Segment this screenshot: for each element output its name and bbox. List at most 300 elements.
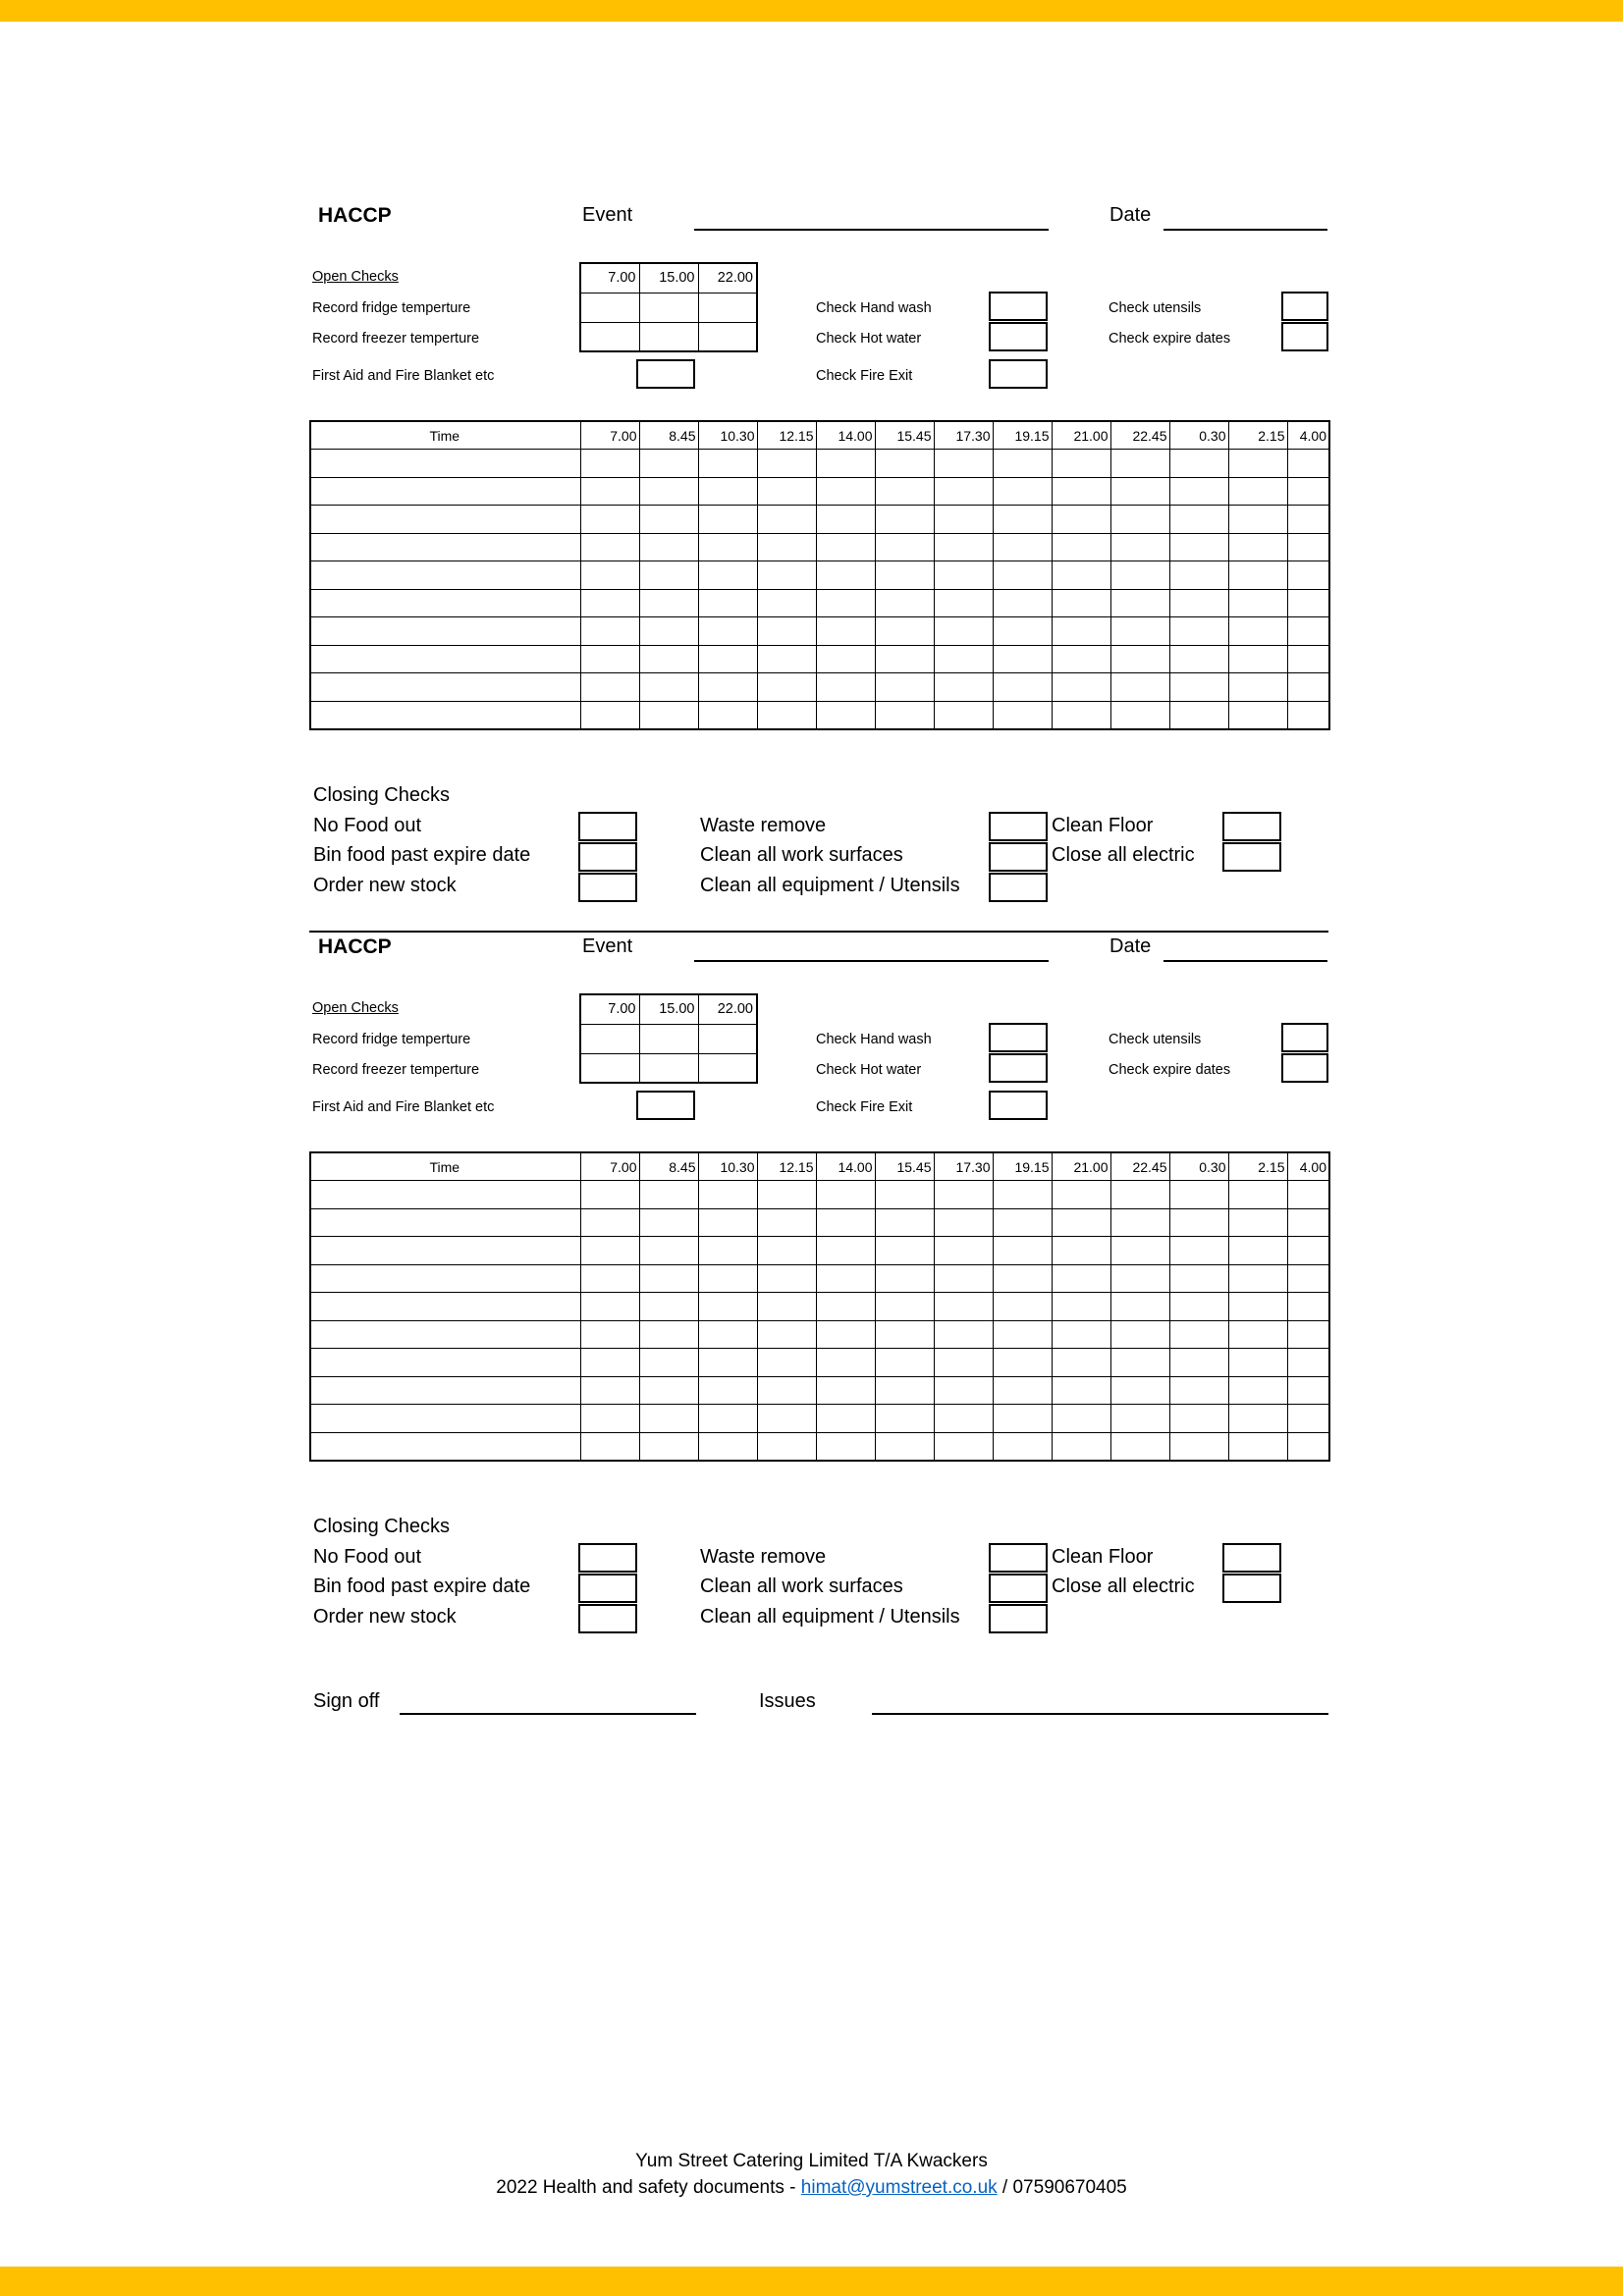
log-entry-cell[interactable] [757, 1293, 816, 1321]
log-entry-cell[interactable] [1287, 617, 1329, 646]
issues-field[interactable] [872, 1713, 1328, 1715]
waste-remove-checkbox[interactable] [989, 1543, 1048, 1573]
log-entry-cell[interactable] [934, 1181, 993, 1209]
log-entry-cell[interactable] [1287, 1320, 1329, 1349]
log-entry-cell[interactable] [816, 450, 875, 478]
log-entry-cell[interactable] [1110, 1320, 1169, 1349]
log-entry-cell[interactable] [1228, 450, 1287, 478]
log-entry-cell[interactable] [639, 477, 698, 506]
log-entry-cell[interactable] [580, 701, 639, 729]
log-entry-cell[interactable] [757, 561, 816, 590]
log-entry-cell[interactable] [875, 1208, 934, 1237]
log-entry-cell[interactable] [934, 477, 993, 506]
log-entry-cell[interactable] [1110, 506, 1169, 534]
log-entry-cell[interactable] [816, 1237, 875, 1265]
log-entry-cell[interactable] [580, 1376, 639, 1405]
log-entry-cell[interactable] [698, 1237, 757, 1265]
log-item-cell[interactable] [310, 617, 580, 646]
log-entry-cell[interactable] [875, 1181, 934, 1209]
log-entry-cell[interactable] [1110, 1181, 1169, 1209]
log-entry-cell[interactable] [934, 701, 993, 729]
log-entry-cell[interactable] [816, 1293, 875, 1321]
log-item-cell[interactable] [310, 1264, 580, 1293]
log-entry-cell[interactable] [580, 450, 639, 478]
log-item-cell[interactable] [310, 533, 580, 561]
email-link[interactable]: himat@yumstreet.co.uk [800, 2177, 998, 2198]
log-entry-cell[interactable] [757, 589, 816, 617]
log-entry-cell[interactable] [934, 561, 993, 590]
log-entry-cell[interactable] [1052, 1293, 1110, 1321]
log-entry-cell[interactable] [1228, 1349, 1287, 1377]
log-entry-cell[interactable] [993, 1264, 1052, 1293]
log-entry-cell[interactable] [993, 673, 1052, 702]
log-entry-cell[interactable] [757, 1208, 816, 1237]
log-item-cell[interactable] [310, 506, 580, 534]
log-entry-cell[interactable] [639, 1376, 698, 1405]
log-entry-cell[interactable] [698, 1405, 757, 1433]
log-entry-cell[interactable] [993, 1349, 1052, 1377]
log-item-cell[interactable] [310, 1405, 580, 1433]
log-entry-cell[interactable] [639, 506, 698, 534]
log-entry-cell[interactable] [1110, 1208, 1169, 1237]
log-entry-cell[interactable] [1287, 1181, 1329, 1209]
log-entry-cell[interactable] [875, 1405, 934, 1433]
log-entry-cell[interactable] [875, 561, 934, 590]
log-entry-cell[interactable] [1110, 561, 1169, 590]
log-entry-cell[interactable] [1228, 1293, 1287, 1321]
close-electric-checkbox[interactable] [1222, 1574, 1281, 1603]
log-entry-cell[interactable] [816, 589, 875, 617]
log-item-cell[interactable] [310, 1293, 580, 1321]
log-entry-cell[interactable] [1110, 673, 1169, 702]
log-entry-cell[interactable] [1287, 1376, 1329, 1405]
log-entry-cell[interactable] [580, 1320, 639, 1349]
log-entry-cell[interactable] [1169, 1208, 1228, 1237]
log-entry-cell[interactable] [639, 533, 698, 561]
event-field[interactable] [694, 229, 1049, 231]
log-entry-cell[interactable] [1169, 1432, 1228, 1461]
log-entry-cell[interactable] [1228, 561, 1287, 590]
log-entry-cell[interactable] [1110, 589, 1169, 617]
log-entry-cell[interactable] [1287, 1208, 1329, 1237]
log-entry-cell[interactable] [1169, 673, 1228, 702]
log-entry-cell[interactable] [1052, 561, 1110, 590]
no-food-out-checkbox[interactable] [578, 1543, 637, 1573]
log-entry-cell[interactable] [993, 1320, 1052, 1349]
sign-off-field[interactable] [400, 1713, 696, 1715]
log-entry-cell[interactable] [1052, 1432, 1110, 1461]
hot-water-checkbox[interactable] [989, 322, 1048, 351]
log-entry-cell[interactable] [1110, 1293, 1169, 1321]
log-entry-cell[interactable] [1228, 1432, 1287, 1461]
fridge-temp-cell[interactable] [580, 1024, 639, 1053]
log-entry-cell[interactable] [639, 645, 698, 673]
log-entry-cell[interactable] [1110, 1349, 1169, 1377]
log-entry-cell[interactable] [757, 617, 816, 646]
log-entry-cell[interactable] [875, 1237, 934, 1265]
log-entry-cell[interactable] [875, 1293, 934, 1321]
log-entry-cell[interactable] [934, 506, 993, 534]
log-entry-cell[interactable] [993, 450, 1052, 478]
freezer-temp-cell[interactable] [580, 322, 639, 351]
log-entry-cell[interactable] [1052, 533, 1110, 561]
log-entry-cell[interactable] [1287, 533, 1329, 561]
log-entry-cell[interactable] [698, 645, 757, 673]
log-entry-cell[interactable] [1228, 1208, 1287, 1237]
log-entry-cell[interactable] [934, 1432, 993, 1461]
log-entry-cell[interactable] [875, 533, 934, 561]
log-entry-cell[interactable] [934, 673, 993, 702]
log-entry-cell[interactable] [934, 617, 993, 646]
log-entry-cell[interactable] [1169, 1405, 1228, 1433]
log-entry-cell[interactable] [1287, 673, 1329, 702]
freezer-temp-cell[interactable] [698, 322, 757, 351]
log-entry-cell[interactable] [639, 1405, 698, 1433]
log-entry-cell[interactable] [757, 450, 816, 478]
log-entry-cell[interactable] [1052, 1237, 1110, 1265]
log-entry-cell[interactable] [1287, 589, 1329, 617]
log-entry-cell[interactable] [934, 1208, 993, 1237]
log-entry-cell[interactable] [639, 561, 698, 590]
log-entry-cell[interactable] [1052, 1264, 1110, 1293]
log-entry-cell[interactable] [1228, 645, 1287, 673]
log-item-cell[interactable] [310, 1376, 580, 1405]
log-entry-cell[interactable] [934, 1376, 993, 1405]
log-item-cell[interactable] [310, 673, 580, 702]
log-entry-cell[interactable] [580, 1405, 639, 1433]
log-entry-cell[interactable] [698, 1208, 757, 1237]
log-entry-cell[interactable] [816, 1432, 875, 1461]
log-entry-cell[interactable] [1052, 673, 1110, 702]
log-entry-cell[interactable] [1228, 617, 1287, 646]
log-entry-cell[interactable] [580, 673, 639, 702]
log-entry-cell[interactable] [816, 1208, 875, 1237]
log-entry-cell[interactable] [580, 645, 639, 673]
log-entry-cell[interactable] [698, 1376, 757, 1405]
date-field[interactable] [1163, 960, 1327, 962]
fridge-temp-cell[interactable] [698, 1024, 757, 1053]
log-entry-cell[interactable] [1169, 477, 1228, 506]
log-entry-cell[interactable] [1169, 533, 1228, 561]
log-entry-cell[interactable] [580, 1237, 639, 1265]
log-entry-cell[interactable] [875, 1376, 934, 1405]
log-entry-cell[interactable] [698, 1320, 757, 1349]
log-entry-cell[interactable] [993, 561, 1052, 590]
log-entry-cell[interactable] [1110, 1237, 1169, 1265]
log-entry-cell[interactable] [875, 645, 934, 673]
log-entry-cell[interactable] [698, 506, 757, 534]
log-entry-cell[interactable] [698, 561, 757, 590]
log-entry-cell[interactable] [698, 589, 757, 617]
log-entry-cell[interactable] [1169, 1293, 1228, 1321]
log-entry-cell[interactable] [757, 1181, 816, 1209]
log-entry-cell[interactable] [1169, 589, 1228, 617]
log-entry-cell[interactable] [993, 1237, 1052, 1265]
log-entry-cell[interactable] [639, 589, 698, 617]
log-entry-cell[interactable] [1287, 1237, 1329, 1265]
log-entry-cell[interactable] [1052, 1376, 1110, 1405]
log-entry-cell[interactable] [934, 1264, 993, 1293]
log-entry-cell[interactable] [934, 1293, 993, 1321]
log-entry-cell[interactable] [993, 1208, 1052, 1237]
log-entry-cell[interactable] [698, 701, 757, 729]
log-entry-cell[interactable] [580, 506, 639, 534]
log-entry-cell[interactable] [1287, 1432, 1329, 1461]
log-entry-cell[interactable] [1110, 701, 1169, 729]
fridge-temp-cell[interactable] [639, 293, 698, 322]
log-entry-cell[interactable] [1287, 1349, 1329, 1377]
log-entry-cell[interactable] [875, 617, 934, 646]
log-entry-cell[interactable] [934, 1320, 993, 1349]
first-aid-checkbox[interactable] [636, 359, 695, 389]
freezer-temp-cell[interactable] [580, 1053, 639, 1083]
log-item-cell[interactable] [310, 1208, 580, 1237]
log-entry-cell[interactable] [1287, 645, 1329, 673]
log-item-cell[interactable] [310, 477, 580, 506]
clean-surfaces-checkbox[interactable] [989, 1574, 1048, 1603]
log-entry-cell[interactable] [1052, 645, 1110, 673]
log-entry-cell[interactable] [816, 645, 875, 673]
expire-dates-checkbox[interactable] [1281, 1053, 1328, 1083]
log-entry-cell[interactable] [757, 1237, 816, 1265]
log-entry-cell[interactable] [1228, 1237, 1287, 1265]
log-entry-cell[interactable] [993, 1405, 1052, 1433]
hand-wash-checkbox[interactable] [989, 292, 1048, 321]
log-entry-cell[interactable] [639, 701, 698, 729]
log-entry-cell[interactable] [639, 1237, 698, 1265]
log-item-cell[interactable] [310, 450, 580, 478]
log-entry-cell[interactable] [1110, 645, 1169, 673]
log-entry-cell[interactable] [875, 477, 934, 506]
log-entry-cell[interactable] [1110, 533, 1169, 561]
log-entry-cell[interactable] [757, 1264, 816, 1293]
log-entry-cell[interactable] [757, 1432, 816, 1461]
log-entry-cell[interactable] [816, 1320, 875, 1349]
log-entry-cell[interactable] [698, 533, 757, 561]
log-entry-cell[interactable] [875, 673, 934, 702]
log-entry-cell[interactable] [757, 506, 816, 534]
fire-exit-checkbox[interactable] [989, 1091, 1048, 1120]
log-entry-cell[interactable] [639, 1293, 698, 1321]
log-entry-cell[interactable] [1110, 450, 1169, 478]
freezer-temp-cell[interactable] [698, 1053, 757, 1083]
log-entry-cell[interactable] [816, 673, 875, 702]
log-item-cell[interactable] [310, 1432, 580, 1461]
log-entry-cell[interactable] [1052, 506, 1110, 534]
log-entry-cell[interactable] [993, 506, 1052, 534]
log-entry-cell[interactable] [580, 1349, 639, 1377]
log-item-cell[interactable] [310, 561, 580, 590]
log-entry-cell[interactable] [698, 1181, 757, 1209]
log-entry-cell[interactable] [993, 477, 1052, 506]
fridge-temp-cell[interactable] [639, 1024, 698, 1053]
log-entry-cell[interactable] [1052, 450, 1110, 478]
log-entry-cell[interactable] [639, 1432, 698, 1461]
log-entry-cell[interactable] [934, 533, 993, 561]
log-entry-cell[interactable] [757, 673, 816, 702]
log-entry-cell[interactable] [1169, 561, 1228, 590]
log-entry-cell[interactable] [875, 701, 934, 729]
log-entry-cell[interactable] [993, 1432, 1052, 1461]
log-entry-cell[interactable] [698, 477, 757, 506]
log-entry-cell[interactable] [639, 1181, 698, 1209]
log-entry-cell[interactable] [1287, 1405, 1329, 1433]
log-entry-cell[interactable] [1169, 1237, 1228, 1265]
expire-dates-checkbox[interactable] [1281, 322, 1328, 351]
first-aid-checkbox[interactable] [636, 1091, 695, 1120]
clean-equipment-checkbox[interactable] [989, 1604, 1048, 1633]
log-entry-cell[interactable] [816, 533, 875, 561]
log-entry-cell[interactable] [580, 561, 639, 590]
log-entry-cell[interactable] [639, 1208, 698, 1237]
log-entry-cell[interactable] [875, 1264, 934, 1293]
log-entry-cell[interactable] [1052, 1208, 1110, 1237]
log-entry-cell[interactable] [1169, 1181, 1228, 1209]
log-entry-cell[interactable] [580, 617, 639, 646]
log-entry-cell[interactable] [1169, 450, 1228, 478]
date-field[interactable] [1163, 229, 1327, 231]
log-entry-cell[interactable] [993, 533, 1052, 561]
log-entry-cell[interactable] [1169, 1264, 1228, 1293]
log-item-cell[interactable] [310, 645, 580, 673]
log-entry-cell[interactable] [757, 1320, 816, 1349]
log-entry-cell[interactable] [875, 589, 934, 617]
log-entry-cell[interactable] [757, 701, 816, 729]
log-entry-cell[interactable] [639, 1349, 698, 1377]
log-entry-cell[interactable] [816, 617, 875, 646]
bin-food-checkbox[interactable] [578, 1574, 637, 1603]
log-item-cell[interactable] [310, 701, 580, 729]
log-entry-cell[interactable] [993, 1293, 1052, 1321]
log-entry-cell[interactable] [698, 450, 757, 478]
clean-floor-checkbox[interactable] [1222, 1543, 1281, 1573]
log-entry-cell[interactable] [1287, 450, 1329, 478]
log-entry-cell[interactable] [934, 1405, 993, 1433]
log-entry-cell[interactable] [639, 1264, 698, 1293]
log-entry-cell[interactable] [1052, 477, 1110, 506]
log-entry-cell[interactable] [1287, 1264, 1329, 1293]
log-entry-cell[interactable] [698, 617, 757, 646]
log-entry-cell[interactable] [1110, 1376, 1169, 1405]
log-entry-cell[interactable] [1287, 701, 1329, 729]
log-entry-cell[interactable] [1052, 701, 1110, 729]
log-entry-cell[interactable] [1228, 589, 1287, 617]
log-entry-cell[interactable] [639, 1320, 698, 1349]
log-entry-cell[interactable] [1110, 1264, 1169, 1293]
log-entry-cell[interactable] [993, 1181, 1052, 1209]
log-entry-cell[interactable] [993, 645, 1052, 673]
log-entry-cell[interactable] [875, 1349, 934, 1377]
log-entry-cell[interactable] [1169, 645, 1228, 673]
log-entry-cell[interactable] [1228, 1181, 1287, 1209]
event-field[interactable] [694, 960, 1049, 962]
log-entry-cell[interactable] [580, 1208, 639, 1237]
log-entry-cell[interactable] [698, 1264, 757, 1293]
log-entry-cell[interactable] [816, 477, 875, 506]
log-entry-cell[interactable] [1169, 701, 1228, 729]
log-entry-cell[interactable] [1228, 477, 1287, 506]
log-entry-cell[interactable] [1169, 617, 1228, 646]
log-entry-cell[interactable] [1169, 506, 1228, 534]
log-entry-cell[interactable] [1228, 533, 1287, 561]
log-entry-cell[interactable] [1110, 617, 1169, 646]
log-entry-cell[interactable] [1110, 477, 1169, 506]
log-entry-cell[interactable] [816, 1376, 875, 1405]
freezer-temp-cell[interactable] [639, 322, 698, 351]
log-entry-cell[interactable] [816, 1264, 875, 1293]
log-entry-cell[interactable] [580, 1432, 639, 1461]
log-entry-cell[interactable] [639, 617, 698, 646]
log-entry-cell[interactable] [580, 1293, 639, 1321]
log-entry-cell[interactable] [875, 1320, 934, 1349]
log-entry-cell[interactable] [993, 1376, 1052, 1405]
log-entry-cell[interactable] [1228, 506, 1287, 534]
log-entry-cell[interactable] [1169, 1349, 1228, 1377]
log-entry-cell[interactable] [875, 450, 934, 478]
log-entry-cell[interactable] [580, 589, 639, 617]
log-entry-cell[interactable] [993, 589, 1052, 617]
log-item-cell[interactable] [310, 589, 580, 617]
log-entry-cell[interactable] [1052, 1349, 1110, 1377]
log-item-cell[interactable] [310, 1320, 580, 1349]
log-entry-cell[interactable] [1052, 1405, 1110, 1433]
log-entry-cell[interactable] [1228, 1320, 1287, 1349]
fridge-temp-cell[interactable] [580, 293, 639, 322]
freezer-temp-cell[interactable] [639, 1053, 698, 1083]
log-entry-cell[interactable] [580, 533, 639, 561]
log-entry-cell[interactable] [580, 1264, 639, 1293]
log-entry-cell[interactable] [816, 1405, 875, 1433]
log-entry-cell[interactable] [934, 1349, 993, 1377]
log-entry-cell[interactable] [934, 450, 993, 478]
log-entry-cell[interactable] [639, 450, 698, 478]
log-entry-cell[interactable] [1052, 589, 1110, 617]
utensils-checkbox[interactable] [1281, 292, 1328, 321]
log-entry-cell[interactable] [1287, 1293, 1329, 1321]
log-entry-cell[interactable] [934, 589, 993, 617]
log-entry-cell[interactable] [816, 1349, 875, 1377]
log-entry-cell[interactable] [1052, 1320, 1110, 1349]
log-entry-cell[interactable] [757, 477, 816, 506]
log-entry-cell[interactable] [1169, 1320, 1228, 1349]
log-entry-cell[interactable] [1228, 1405, 1287, 1433]
log-entry-cell[interactable] [1228, 701, 1287, 729]
log-entry-cell[interactable] [816, 701, 875, 729]
log-entry-cell[interactable] [993, 701, 1052, 729]
log-entry-cell[interactable] [580, 477, 639, 506]
log-entry-cell[interactable] [757, 645, 816, 673]
log-entry-cell[interactable] [757, 1376, 816, 1405]
log-entry-cell[interactable] [1228, 673, 1287, 702]
hand-wash-checkbox[interactable] [989, 1023, 1048, 1052]
log-entry-cell[interactable] [698, 673, 757, 702]
log-entry-cell[interactable] [1052, 1181, 1110, 1209]
log-entry-cell[interactable] [816, 1181, 875, 1209]
log-entry-cell[interactable] [1228, 1376, 1287, 1405]
log-entry-cell[interactable] [875, 506, 934, 534]
log-entry-cell[interactable] [1287, 477, 1329, 506]
log-entry-cell[interactable] [698, 1432, 757, 1461]
log-entry-cell[interactable] [1169, 1376, 1228, 1405]
log-entry-cell[interactable] [1228, 1264, 1287, 1293]
log-entry-cell[interactable] [993, 617, 1052, 646]
log-item-cell[interactable] [310, 1181, 580, 1209]
log-entry-cell[interactable] [1287, 561, 1329, 590]
log-item-cell[interactable] [310, 1237, 580, 1265]
log-entry-cell[interactable] [1287, 506, 1329, 534]
log-entry-cell[interactable] [1110, 1405, 1169, 1433]
fire-exit-checkbox[interactable] [989, 359, 1048, 389]
